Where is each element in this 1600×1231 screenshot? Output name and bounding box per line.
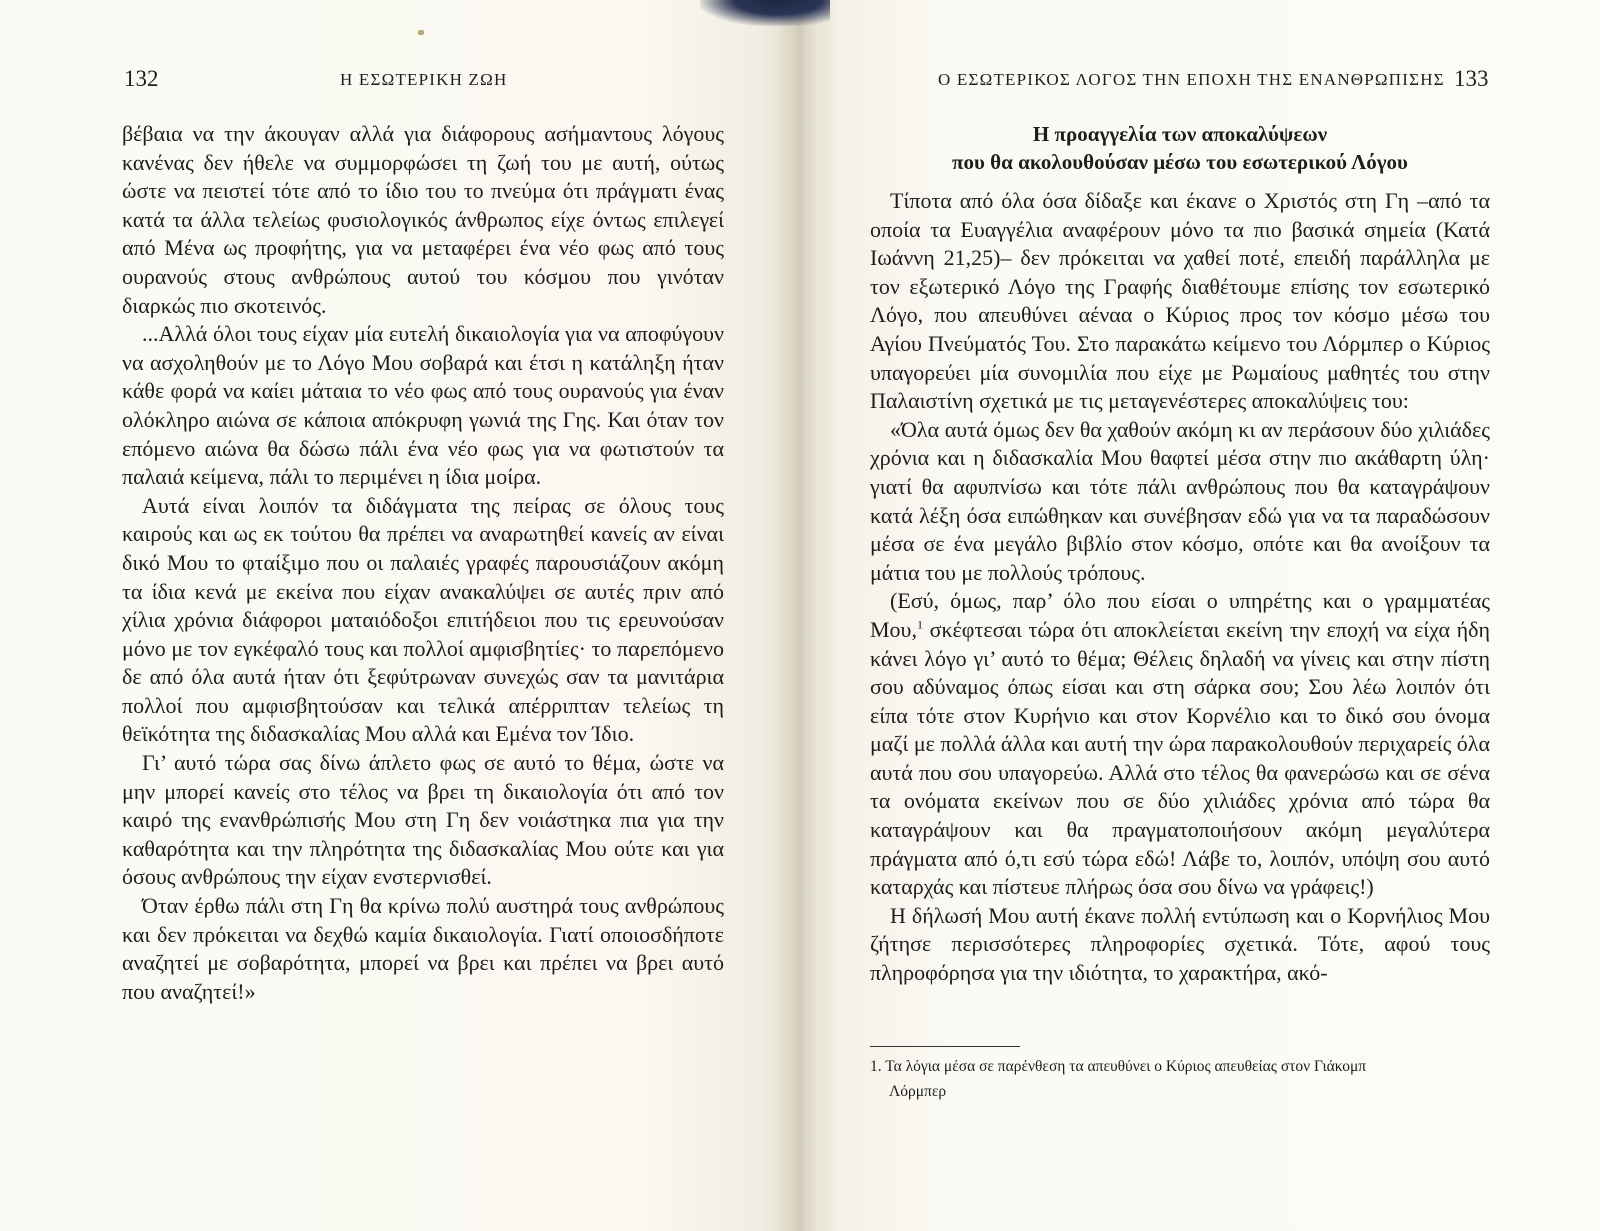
paragraph: βέβαια να την άκουγαν αλλά για διάφορους ασήμαντους λόγους κανένας δεν ήθελε να συμμορφώσει τη ζωή του με αυτή, ούτως ώστε να πειστεί τότε από το ίδιο του το πνεύμα ότι πράγματι ένας κατά τα άλλα τελείως φυσιολογικός άνθρωπος είχε όντως επιλεγεί από Μένα ως προφήτης, για να μεταφέρει ένα νέο φως από τους ουρανούς στους ανθρώπους αυτού του κόσμου που γινόταν διαρκώς πιο σκοτεινός.	[122, 121, 724, 318]
footnote-line: 1. Τα λόγια μέσα σε παρένθεση τα απευθύνει ο Κύριος απευθείας στον Γιάκομπ	[870, 1058, 1367, 1075]
paragraph: Αυτά είναι λοιπόν τα διδάγματα της πείρας σε όλους τους καιρούς και ως εκ τούτου θα πρέπει να αναρωτηθεί κανείς αν είναι δικό Μου το φταίξιμο που οι παλαιές γραφές παρουσιάζουν ακόμη τα ίδια κενά με εκείνα που είχαν ανακαλύψει σε αυτές πριν από χίλια χρόνια διάφοροι ματαιόδοξοι επιτήδειοι που τις ερευνούσαν μόνο με τον εγκέφαλό τους και πολλοί αμφισβητίες· το παρεπόμενο δε από όλα αυτά ήταν ότι ξεφύτρωναν συνεχώς σαν τα μανιτάρια πολλοί που αμφισβητούσαν και τελικά απέρριπταν τελείως τη θεϊκότητα της διδασκαλίας Μου αλλά και Εμένα τον Ίδιο.	[122, 492, 724, 747]
paragraph: Γι’ αυτό τώρα σας δίνω άπλετο φως σε αυτό το θέμα, ώστε να μην μπορεί κανείς στο τέλος να βρει τη δικαιολογία ότι από τον καιρό της ενανθρώπισής Μου στη Γη δεν νοιάστηκα πια για την καθαρότητα και την πληρότητα της διδασκαλίας Μου ούτε και για όσους ανθρώπους την είχαν ενστερνισθεί.	[122, 750, 724, 890]
page-number: 132	[124, 66, 159, 91]
body-text	[122, 120, 724, 1006]
section-title	[870, 120, 1490, 176]
section-title-line: που θα ακολουθούσαν μέσω του εσωτερικού Λόγου	[952, 150, 1408, 174]
section-title-line: Η προαγγελία των αποκαλύψεων	[1032, 122, 1328, 146]
book-gutter	[780, 0, 820, 1231]
footnote-marker: 1	[916, 617, 923, 632]
paragraph-text: σκέφτεσαι τώρα ότι αποκλείεται εκείνη την εποχή να είχα ήδη κάνει λόγο γι’ αυτό το θέμα; Θέλεις δηλαδή να γίνεις και στην πίστη σου αδύναμος όπως είσαι και στη σάρκα σου; Σου λέω λοιπόν ότι είπα τότε στον Κυρήνιο και στον Κορνέλιο και το δικό σου όνομα μαζί με πολλά άλλα και αυτή την ώρα παρακολουθούν περιχαρείς όλα αυτά που σου υπαγορεύω. Αλλά στο τέλος θα φανερώσω και σε σένα τα ονόματα εκείνων που σε δύο χιλιάδες χρόνια από τώρα θα καταγράψουν και θα πραγματοποιήσουν ακόμη μεγαλύτερα πράγματα από ό,τι εσύ τώρα εδώ! Λάβε το, λοιπόν, υπόψη σου αυτό καταρχάς και πίστευε πλήρως όσα σου δίνω να γράφεις!)	[870, 616, 1490, 900]
footnote	[870, 1054, 1490, 1104]
running-head: Η ΕΣΩΤΕΡΙΚΗ ΖΩΗ	[340, 70, 508, 89]
footnote-line: Λόρμπερ	[889, 1083, 947, 1100]
right-page	[800, 0, 1600, 1231]
footnote-rule	[870, 1046, 1020, 1047]
spine-shadow	[700, 0, 830, 26]
paragraph: Τίποτα από όλα όσα δίδαξε και έκανε ο Χριστός στη Γη –από τα οποία τα Ευαγγέλια αναφέρουν μόνο τα πιο βασικά σημεία (Κατά Ιωάννη 21,25)– δεν πρόκειται να χαθεί ποτέ, επειδή παράλληλα με τον εξωτερικό Λόγο της Γραφής διαθέτουμε επίσης τον εσωτερικό Λόγο, που απευθύνει αέναα ο Κύριος προς τον κόσμο μέσω του Αγίου Πνεύματός Του. Στο παρακάτω κείμενο του Λόρμπερ ο Κύριος υπαγορεύει μία συνομιλία που είχε με Ρωμαίους μαθητές του στην Παλαιστίνη σχετικά με τις μεταγενέστερες αποκαλύψεις του:	[870, 188, 1490, 414]
paragraph: «Όλα αυτά όμως δεν θα χαθούν ακόμη κι αν περάσουν δύο χιλιάδες χρόνια και η διδασκαλία Μου θαφτεί μέσα στην πιο ακάθαρτη ύλη· γιατί θα αφυπνίσω και τότε πάλι ανθρώπους που θα καταγράψουν κατά λέξη όσα ειπώθηκαν και συνέβησαν εδώ για να τα παραδώσουν μέσα σε ένα μεγάλο βιβλίο στον κόσμο, οπότε και θα ανοίξουν τα μάτια του με πολλούς τρόπους.	[870, 416, 1490, 585]
running-head: Ο ΕΣΩΤΕΡΙΚΟΣ ΛΟΓΟΣ ΤΗΝ ΕΠΟΧΗ ΤΗΣ ΕΝΑΝΘΡΩΠΙΣΗΣ	[938, 70, 1445, 89]
page-number: 133	[1454, 66, 1489, 91]
paragraph: Όταν έρθω πάλι στη Γη θα κρίνω πολύ αυστηρά τους ανθρώπους και δεν πρόκειται να δεχθώ καμία δικαιολογία. Γιατί οποιοσδήποτε αναζητεί με σοβαρότητα, μπορεί να βρει και πρέπει να βρει αυτό που αναζητεί!»	[122, 893, 724, 1004]
paragraph: Η δήλωσή Μου αυτή έκανε πολλή εντύπωση και ο Κορνήλιος Μου ζήτησε περισσότερες πληροφορίες σχετικά. Τότε, αφού τους πληροφόρησα για την ιδιότητα, το χαρακτήρα, ακό-	[870, 902, 1490, 986]
paragraph	[870, 587, 1490, 902]
paragraph: ...Αλλά όλοι τους είχαν μία ευτελή δικαιολογία για να αποφύγουν να ασχοληθούν με το Λόγο Μου σοβαρά και έτσι η κατάληξη ήταν κάθε φορά να καίει μάταια το νέο φως από τους ουρανούς για έναν ολόκληρο αιώνα σε κάποια απόκρυφη γωνιά της Γης. Και όταν τον επόμενο αιώνα θα δώσω πάλι ένα νέο φως για να φωτιστούν τα παλαιά κείμενα, πάλι το περιμένει η ίδια μοίρα.	[122, 321, 724, 490]
paragraph-text: (Εσύ, όμως, παρ’ όλο που είσαι ο υπηρέτης και ο γραμματέας Μου,	[870, 588, 1490, 642]
body-text	[870, 187, 1490, 988]
ink-speck	[418, 30, 424, 35]
